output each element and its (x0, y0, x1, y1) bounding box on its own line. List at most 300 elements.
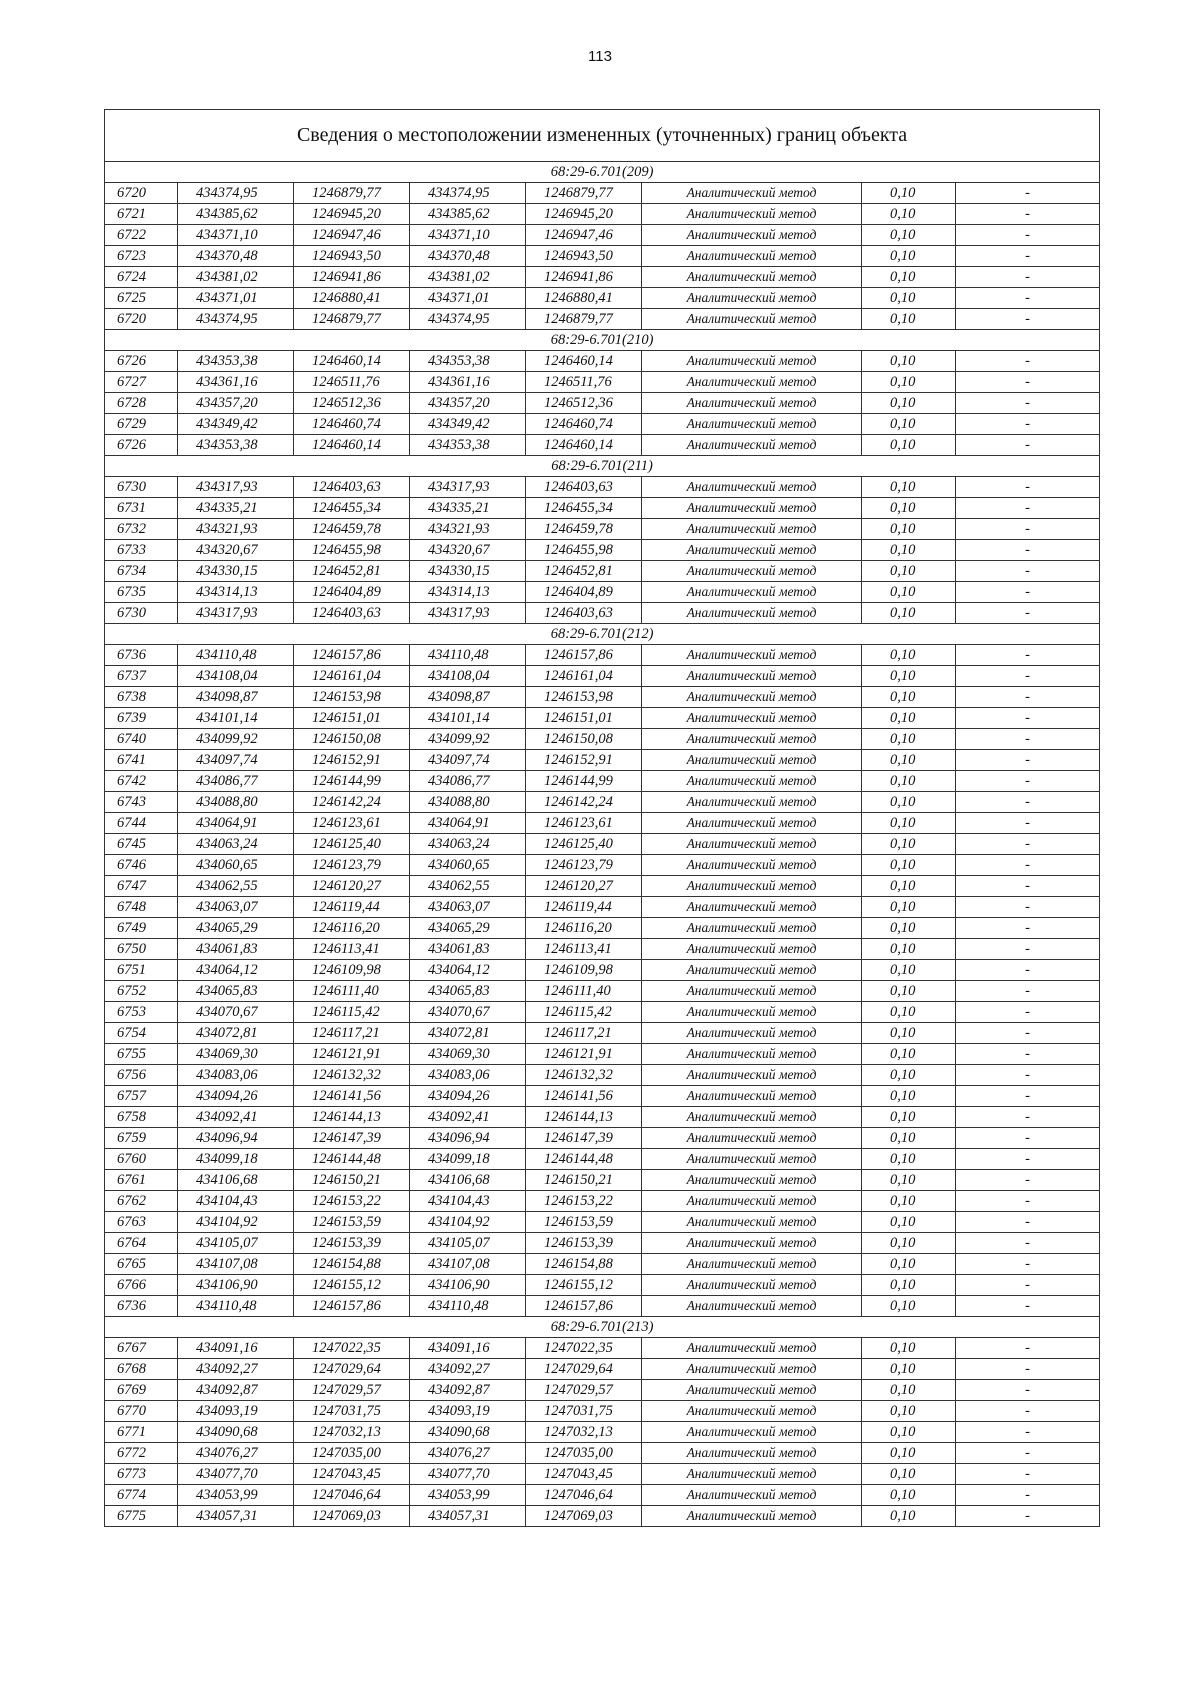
description-cell: - (956, 1002, 1100, 1023)
table-row (105, 1485, 1100, 1506)
description-cell: - (956, 1107, 1100, 1128)
y-new-cell: 1246144,13 (526, 1107, 642, 1128)
x-existing-cell: 434371,01 (178, 288, 294, 309)
accuracy-cell: 0,10 (862, 1359, 956, 1380)
table-row (105, 939, 1100, 960)
method-cell: Аналитический метод (642, 1275, 862, 1296)
x-new-cell: 434381,02 (410, 267, 526, 288)
table-row (105, 834, 1100, 855)
accuracy-cell: 0,10 (862, 1002, 956, 1023)
point-number-cell: 6772 (105, 1443, 178, 1464)
description-cell: - (956, 393, 1100, 414)
y-existing-cell: 1246945,20 (294, 204, 410, 225)
table-row (105, 645, 1100, 666)
method-cell: Аналитический метод (642, 897, 862, 918)
accuracy-cell: 0,10 (862, 750, 956, 771)
y-new-cell: 1247035,00 (526, 1443, 642, 1464)
point-number-cell: 6751 (105, 960, 178, 981)
table-row (105, 603, 1100, 624)
point-number-cell: 6759 (105, 1128, 178, 1149)
y-existing-cell: 1246147,39 (294, 1128, 410, 1149)
method-cell: Аналитический метод (642, 1296, 862, 1317)
y-new-cell: 1246879,77 (526, 309, 642, 330)
description-cell: - (956, 1296, 1100, 1317)
table-row (105, 1380, 1100, 1401)
point-number-cell: 6753 (105, 1002, 178, 1023)
table-row (105, 582, 1100, 603)
method-cell: Аналитический метод (642, 540, 862, 561)
table-row (105, 1464, 1100, 1485)
x-new-cell: 434314,13 (410, 582, 526, 603)
x-existing-cell: 434072,81 (178, 1023, 294, 1044)
point-number-cell: 6740 (105, 729, 178, 750)
y-new-cell: 1246132,32 (526, 1065, 642, 1086)
point-number-cell: 6736 (105, 1296, 178, 1317)
description-cell: - (956, 1338, 1100, 1359)
accuracy-cell: 0,10 (862, 540, 956, 561)
y-new-cell: 1246947,46 (526, 225, 642, 246)
x-existing-cell: 434314,13 (178, 582, 294, 603)
y-existing-cell: 1246113,41 (294, 939, 410, 960)
x-new-cell: 434374,95 (410, 183, 526, 204)
point-number-cell: 6762 (105, 1191, 178, 1212)
point-number-cell: 6761 (105, 1170, 178, 1191)
method-cell: Аналитический метод (642, 792, 862, 813)
method-cell: Аналитический метод (642, 1191, 862, 1212)
table-row (105, 351, 1100, 372)
table-row (105, 414, 1100, 435)
method-cell: Аналитический метод (642, 1065, 862, 1086)
x-new-cell: 434094,26 (410, 1086, 526, 1107)
accuracy-cell: 0,10 (862, 1212, 956, 1233)
x-new-cell: 434069,30 (410, 1044, 526, 1065)
section-header-row (105, 1317, 1100, 1338)
x-new-cell: 434320,67 (410, 540, 526, 561)
y-new-cell: 1246511,76 (526, 372, 642, 393)
y-new-cell: 1247029,64 (526, 1359, 642, 1380)
point-number-cell: 6775 (105, 1506, 178, 1527)
y-new-cell: 1246452,81 (526, 561, 642, 582)
method-cell: Аналитический метод (642, 1380, 862, 1401)
y-existing-cell: 1246455,98 (294, 540, 410, 561)
x-existing-cell: 434097,74 (178, 750, 294, 771)
point-number-cell: 6733 (105, 540, 178, 561)
description-cell: - (956, 918, 1100, 939)
method-cell: Аналитический метод (642, 1422, 862, 1443)
description-cell: - (956, 813, 1100, 834)
x-new-cell: 434086,77 (410, 771, 526, 792)
point-number-cell: 6726 (105, 435, 178, 456)
accuracy-cell: 0,10 (862, 1233, 956, 1254)
y-new-cell: 1246941,86 (526, 267, 642, 288)
x-existing-cell: 434349,42 (178, 414, 294, 435)
point-number-cell: 6756 (105, 1065, 178, 1086)
y-existing-cell: 1246880,41 (294, 288, 410, 309)
table-row (105, 981, 1100, 1002)
x-new-cell: 434063,24 (410, 834, 526, 855)
accuracy-cell: 0,10 (862, 1275, 956, 1296)
table-row (105, 960, 1100, 981)
table-row (105, 309, 1100, 330)
method-cell: Аналитический метод (642, 561, 862, 582)
point-number-cell: 6734 (105, 561, 178, 582)
x-existing-cell: 434099,92 (178, 729, 294, 750)
point-number-cell: 6722 (105, 225, 178, 246)
x-existing-cell: 434063,24 (178, 834, 294, 855)
x-existing-cell: 434057,31 (178, 1506, 294, 1527)
y-existing-cell: 1246120,27 (294, 876, 410, 897)
y-new-cell: 1246879,77 (526, 183, 642, 204)
y-new-cell: 1246460,14 (526, 351, 642, 372)
x-existing-cell: 434320,67 (178, 540, 294, 561)
table-row (105, 1191, 1100, 1212)
x-existing-cell: 434086,77 (178, 771, 294, 792)
table-row (105, 393, 1100, 414)
accuracy-cell: 0,10 (862, 1149, 956, 1170)
point-number-cell: 6758 (105, 1107, 178, 1128)
y-new-cell: 1246152,91 (526, 750, 642, 771)
method-cell: Аналитический метод (642, 414, 862, 435)
y-new-cell: 1246142,24 (526, 792, 642, 813)
table-row (105, 1044, 1100, 1065)
y-existing-cell: 1246153,98 (294, 687, 410, 708)
y-new-cell: 1246943,50 (526, 246, 642, 267)
description-cell: - (956, 1086, 1100, 1107)
method-cell: Аналитический метод (642, 855, 862, 876)
x-existing-cell: 434108,04 (178, 666, 294, 687)
y-existing-cell: 1246150,21 (294, 1170, 410, 1191)
x-existing-cell: 434092,41 (178, 1107, 294, 1128)
x-existing-cell: 434110,48 (178, 1296, 294, 1317)
description-cell: - (956, 981, 1100, 1002)
description-cell: - (956, 1359, 1100, 1380)
accuracy-cell: 0,10 (862, 834, 956, 855)
accuracy-cell: 0,10 (862, 498, 956, 519)
y-new-cell: 1247046,64 (526, 1485, 642, 1506)
table-row (105, 918, 1100, 939)
table-row (105, 876, 1100, 897)
method-cell: Аналитический метод (642, 246, 862, 267)
description-cell: - (956, 1254, 1100, 1275)
x-new-cell: 434090,68 (410, 1422, 526, 1443)
description-cell: - (956, 561, 1100, 582)
y-new-cell: 1247069,03 (526, 1506, 642, 1527)
y-existing-cell: 1246152,91 (294, 750, 410, 771)
point-number-cell: 6729 (105, 414, 178, 435)
y-new-cell: 1246125,40 (526, 834, 642, 855)
description-cell: - (956, 204, 1100, 225)
x-existing-cell: 434061,83 (178, 939, 294, 960)
method-cell: Аналитический метод (642, 918, 862, 939)
description-cell: - (956, 939, 1100, 960)
method-cell: Аналитический метод (642, 603, 862, 624)
y-existing-cell: 1246460,14 (294, 435, 410, 456)
accuracy-cell: 0,10 (862, 792, 956, 813)
table-row (105, 1002, 1100, 1023)
point-number-cell: 6738 (105, 687, 178, 708)
description-cell: - (956, 1485, 1100, 1506)
table-row (105, 750, 1100, 771)
y-new-cell: 1246155,12 (526, 1275, 642, 1296)
x-new-cell: 434093,19 (410, 1401, 526, 1422)
table-row (105, 1086, 1100, 1107)
x-existing-cell: 434062,55 (178, 876, 294, 897)
y-existing-cell: 1246460,74 (294, 414, 410, 435)
description-cell: - (956, 1443, 1100, 1464)
table-row (105, 183, 1100, 204)
x-new-cell: 434361,16 (410, 372, 526, 393)
y-existing-cell: 1246150,08 (294, 729, 410, 750)
description-cell: - (956, 771, 1100, 792)
table-row (105, 897, 1100, 918)
x-existing-cell: 434321,93 (178, 519, 294, 540)
x-new-cell: 434106,68 (410, 1170, 526, 1191)
y-existing-cell: 1246153,59 (294, 1212, 410, 1233)
point-number-cell: 6728 (105, 393, 178, 414)
y-new-cell: 1246460,14 (526, 435, 642, 456)
point-number-cell: 6731 (105, 498, 178, 519)
method-cell: Аналитический метод (642, 1023, 862, 1044)
method-cell: Аналитический метод (642, 1464, 862, 1485)
point-number-cell: 6730 (105, 603, 178, 624)
y-new-cell: 1246455,98 (526, 540, 642, 561)
method-cell: Аналитический метод (642, 1254, 862, 1275)
accuracy-cell: 0,10 (862, 876, 956, 897)
point-number-cell: 6752 (105, 981, 178, 1002)
x-existing-cell: 434106,90 (178, 1275, 294, 1296)
description-cell: - (956, 876, 1100, 897)
y-new-cell: 1246945,20 (526, 204, 642, 225)
method-cell: Аналитический метод (642, 1506, 862, 1527)
method-cell: Аналитический метод (642, 834, 862, 855)
x-existing-cell: 434093,19 (178, 1401, 294, 1422)
accuracy-cell: 0,10 (862, 393, 956, 414)
point-number-cell: 6737 (105, 666, 178, 687)
point-number-cell: 6773 (105, 1464, 178, 1485)
y-new-cell: 1246512,36 (526, 393, 642, 414)
point-number-cell: 6767 (105, 1338, 178, 1359)
description-cell: - (956, 960, 1100, 981)
accuracy-cell: 0,10 (862, 435, 956, 456)
description-cell: - (956, 1380, 1100, 1401)
point-number-cell: 6748 (105, 897, 178, 918)
table-row (105, 1254, 1100, 1275)
description-cell: - (956, 1170, 1100, 1191)
method-cell: Аналитический метод (642, 225, 862, 246)
y-new-cell: 1246150,21 (526, 1170, 642, 1191)
y-new-cell: 1246144,48 (526, 1149, 642, 1170)
description-cell: - (956, 582, 1100, 603)
table-row (105, 729, 1100, 750)
description-cell: - (956, 855, 1100, 876)
x-existing-cell: 434385,62 (178, 204, 294, 225)
y-existing-cell: 1246154,88 (294, 1254, 410, 1275)
y-new-cell: 1246157,86 (526, 1296, 642, 1317)
y-new-cell: 1246141,56 (526, 1086, 642, 1107)
y-existing-cell: 1246141,56 (294, 1086, 410, 1107)
x-new-cell: 434353,38 (410, 351, 526, 372)
y-existing-cell: 1247046,64 (294, 1485, 410, 1506)
section-label: 68:29-6.701(210) (105, 330, 1100, 351)
accuracy-cell: 0,10 (862, 351, 956, 372)
method-cell: Аналитический метод (642, 435, 862, 456)
point-number-cell: 6726 (105, 351, 178, 372)
accuracy-cell: 0,10 (862, 372, 956, 393)
x-new-cell: 434099,92 (410, 729, 526, 750)
section-header-row (105, 624, 1100, 645)
accuracy-cell: 0,10 (862, 1443, 956, 1464)
table-row (105, 666, 1100, 687)
x-existing-cell: 434077,70 (178, 1464, 294, 1485)
x-existing-cell: 434374,95 (178, 309, 294, 330)
point-number-cell: 6774 (105, 1485, 178, 1506)
description-cell: - (956, 225, 1100, 246)
x-new-cell: 434076,27 (410, 1443, 526, 1464)
accuracy-cell: 0,10 (862, 267, 956, 288)
point-number-cell: 6742 (105, 771, 178, 792)
y-new-cell: 1246880,41 (526, 288, 642, 309)
x-new-cell: 434072,81 (410, 1023, 526, 1044)
section-label: 68:29-6.701(212) (105, 624, 1100, 645)
accuracy-cell: 0,10 (862, 1296, 956, 1317)
x-existing-cell: 434104,43 (178, 1191, 294, 1212)
x-new-cell: 434062,55 (410, 876, 526, 897)
x-existing-cell: 434063,07 (178, 897, 294, 918)
x-existing-cell: 434317,93 (178, 603, 294, 624)
method-cell: Аналитический метод (642, 309, 862, 330)
x-existing-cell: 434098,87 (178, 687, 294, 708)
x-existing-cell: 434371,10 (178, 225, 294, 246)
y-existing-cell: 1246452,81 (294, 561, 410, 582)
accuracy-cell: 0,10 (862, 918, 956, 939)
y-existing-cell: 1246144,99 (294, 771, 410, 792)
accuracy-cell: 0,10 (862, 729, 956, 750)
y-existing-cell: 1246144,13 (294, 1107, 410, 1128)
y-existing-cell: 1247032,13 (294, 1422, 410, 1443)
x-new-cell: 434070,67 (410, 1002, 526, 1023)
point-number-cell: 6727 (105, 372, 178, 393)
method-cell: Аналитический метод (642, 1002, 862, 1023)
x-new-cell: 434064,12 (410, 960, 526, 981)
x-new-cell: 434099,18 (410, 1149, 526, 1170)
x-new-cell: 434110,48 (410, 645, 526, 666)
point-number-cell: 6732 (105, 519, 178, 540)
y-existing-cell: 1246109,98 (294, 960, 410, 981)
method-cell: Аналитический метод (642, 477, 862, 498)
x-existing-cell: 434083,06 (178, 1065, 294, 1086)
description-cell: - (956, 477, 1100, 498)
method-cell: Аналитический метод (642, 1086, 862, 1107)
x-existing-cell: 434106,68 (178, 1170, 294, 1191)
table-row (105, 1275, 1100, 1296)
y-existing-cell: 1246111,40 (294, 981, 410, 1002)
description-cell: - (956, 666, 1100, 687)
method-cell: Аналитический метод (642, 1128, 862, 1149)
x-existing-cell: 434370,48 (178, 246, 294, 267)
method-cell: Аналитический метод (642, 1212, 862, 1233)
table-row (105, 792, 1100, 813)
y-existing-cell: 1246125,40 (294, 834, 410, 855)
description-cell: - (956, 792, 1100, 813)
y-new-cell: 1246459,78 (526, 519, 642, 540)
accuracy-cell: 0,10 (862, 1065, 956, 1086)
y-new-cell: 1246404,89 (526, 582, 642, 603)
method-cell: Аналитический метод (642, 813, 862, 834)
point-number-cell: 6720 (105, 309, 178, 330)
method-cell: Аналитический метод (642, 876, 862, 897)
point-number-cell: 6764 (105, 1233, 178, 1254)
x-existing-cell: 434110,48 (178, 645, 294, 666)
y-existing-cell: 1246157,86 (294, 1296, 410, 1317)
y-new-cell: 1246153,59 (526, 1212, 642, 1233)
point-number-cell: 6765 (105, 1254, 178, 1275)
x-new-cell: 434371,10 (410, 225, 526, 246)
y-existing-cell: 1246121,91 (294, 1044, 410, 1065)
point-number-cell: 6743 (105, 792, 178, 813)
accuracy-cell: 0,10 (862, 1485, 956, 1506)
table-row (105, 561, 1100, 582)
x-existing-cell: 434099,18 (178, 1149, 294, 1170)
y-existing-cell: 1247031,75 (294, 1401, 410, 1422)
y-existing-cell: 1246153,22 (294, 1191, 410, 1212)
y-existing-cell: 1247022,35 (294, 1338, 410, 1359)
y-existing-cell: 1246460,14 (294, 351, 410, 372)
x-new-cell: 434060,65 (410, 855, 526, 876)
y-existing-cell: 1246119,44 (294, 897, 410, 918)
y-new-cell: 1246455,34 (526, 498, 642, 519)
table-row (105, 1422, 1100, 1443)
accuracy-cell: 0,10 (862, 1464, 956, 1485)
method-cell: Аналитический метод (642, 645, 862, 666)
point-number-cell: 6730 (105, 477, 178, 498)
x-new-cell: 434092,87 (410, 1380, 526, 1401)
point-number-cell: 6766 (105, 1275, 178, 1296)
x-new-cell: 434096,94 (410, 1128, 526, 1149)
y-new-cell: 1246150,08 (526, 729, 642, 750)
x-new-cell: 434317,93 (410, 477, 526, 498)
y-new-cell: 1246119,44 (526, 897, 642, 918)
x-new-cell: 434371,01 (410, 288, 526, 309)
point-number-cell: 6723 (105, 246, 178, 267)
method-cell: Аналитический метод (642, 960, 862, 981)
table-row (105, 687, 1100, 708)
method-cell: Аналитический метод (642, 1359, 862, 1380)
method-cell: Аналитический метод (642, 1044, 862, 1065)
point-number-cell: 6755 (105, 1044, 178, 1065)
description-cell: - (956, 309, 1100, 330)
method-cell: Аналитический метод (642, 1107, 862, 1128)
y-new-cell: 1246123,61 (526, 813, 642, 834)
x-new-cell: 434083,06 (410, 1065, 526, 1086)
x-new-cell: 434104,92 (410, 1212, 526, 1233)
method-cell: Аналитический метод (642, 351, 862, 372)
description-cell: - (956, 750, 1100, 771)
section-label: 68:29-6.701(213) (105, 1317, 1100, 1338)
point-number-cell: 6741 (105, 750, 178, 771)
accuracy-cell: 0,10 (862, 414, 956, 435)
x-existing-cell: 434330,15 (178, 561, 294, 582)
description-cell: - (956, 288, 1100, 309)
method-cell: Аналитический метод (642, 939, 862, 960)
x-new-cell: 434357,20 (410, 393, 526, 414)
y-existing-cell: 1246879,77 (294, 183, 410, 204)
boundary-coordinates-table (104, 109, 1100, 1527)
table-row (105, 435, 1100, 456)
point-number-cell: 6736 (105, 645, 178, 666)
method-cell: Аналитический метод (642, 1233, 862, 1254)
description-cell: - (956, 414, 1100, 435)
y-existing-cell: 1246947,46 (294, 225, 410, 246)
